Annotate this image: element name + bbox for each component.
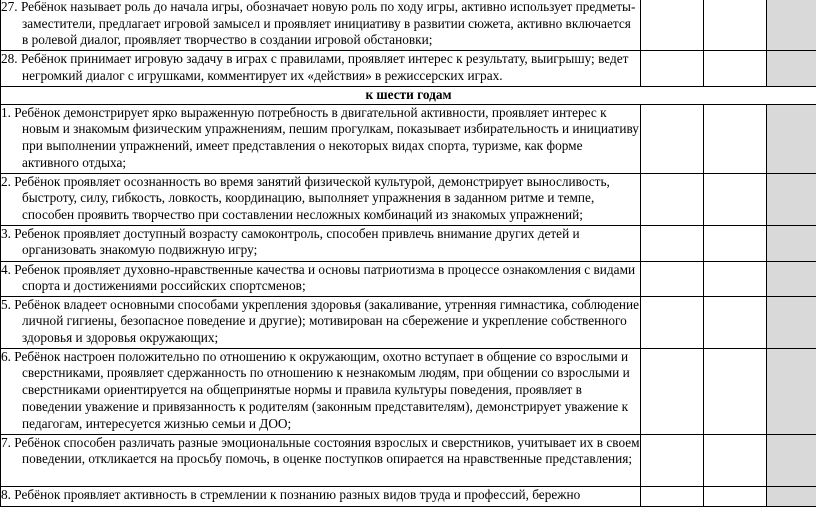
criterion-text: 5. Ребёнок владеет основными способами укрепления здоровья (закаливание, утренняя гимнастика, соблюдение личной гигиены, безопасное поведение и другие); мотивирован на сбережение и укрепление собственного здоровья и здоровья окружающих;	[1, 296, 640, 346]
criterion-text: 1. Ребёнок демонстрирует ярко выраженную потребность в двигательной активности, проявляет интерес к новым и знакомым физическим упражнениям, пешим прогулкам, показывает избирательность и инициативу при выполнении упражнений, имеет представления о некоторых видах спорта, туризме, как форме активного отдыха;	[1, 104, 639, 170]
table-row	[1, 434, 816, 486]
mark-cell[interactable]	[704, 434, 767, 486]
mark-cell[interactable]	[641, 296, 704, 348]
criterion-cell	[1, 51, 641, 87]
mark-cell-shaded[interactable]	[767, 486, 816, 506]
criterion-cell	[1, 486, 641, 506]
mark-cell[interactable]	[641, 348, 704, 434]
criterion-text: 4. Ребенок проявляет духовно-нравственные качества и основы патриотизма в процессе ознакомления с видами спорта и достижениями российских спортсменов;	[1, 261, 636, 294]
mark-cell[interactable]	[704, 225, 767, 261]
table-row	[1, 225, 816, 261]
mark-cell[interactable]	[704, 104, 767, 173]
mark-cell[interactable]	[641, 486, 704, 506]
table-row	[1, 51, 816, 87]
mark-cell-shaded[interactable]	[767, 0, 816, 51]
mark-cell-shaded[interactable]	[767, 173, 816, 225]
table-row	[1, 486, 816, 506]
mark-cell[interactable]	[704, 486, 767, 506]
mark-cell[interactable]	[704, 0, 767, 51]
table-row	[1, 173, 816, 225]
mark-cell-shaded[interactable]	[767, 296, 816, 348]
criterion-text: 27. Ребёнок называет роль до начала игры, обозначает новую роль по ходу игры, активно использует предметы-заместители, предлагает игровой замысел и проявляет инициативу в развитии сюжета, активно включается в ролевой диалог, проявляет творчество в создании игровой обстановки;	[1, 0, 636, 48]
criterion-cell	[1, 225, 641, 261]
section-heading: к шести годам	[1, 87, 816, 105]
mark-cell[interactable]	[704, 348, 767, 434]
mark-cell[interactable]	[641, 51, 704, 87]
mark-cell[interactable]	[641, 434, 704, 486]
mark-cell[interactable]	[704, 173, 767, 225]
criterion-text: 3. Ребенок проявляет доступный возрасту самоконтроль, способен привлечь внимание других детей и организовать знакомую подвижную игру;	[1, 225, 580, 258]
mark-cell-shaded[interactable]	[767, 104, 816, 173]
criterion-text: 6. Ребёнок настроен положительно по отношению к окружающим, охотно вступает в общение со взрослыми и сверстниками, проявляет сдержанность по отношению к незнакомым людям, при общении со взрослыми и сверстниками ориентируется на общепринятые нормы и правила культуры поведения, проявляет в поведении уважение и привязанность к родителям (законным представителям), демонстрирует уважение к педагогам, интересуется жизнью семьи и ДОО;	[1, 348, 630, 431]
criterion-cell	[1, 348, 641, 434]
mark-cell[interactable]	[704, 51, 767, 87]
mark-cell[interactable]	[641, 0, 704, 51]
table-row	[1, 0, 816, 51]
criterion-cell	[1, 434, 641, 486]
mark-cell[interactable]	[704, 296, 767, 348]
mark-cell-shaded[interactable]	[767, 51, 816, 87]
mark-cell-shaded[interactable]	[767, 434, 816, 486]
table-row	[1, 296, 816, 348]
table-row	[1, 104, 816, 173]
mark-cell-shaded[interactable]	[767, 225, 816, 261]
mark-cell[interactable]	[641, 104, 704, 173]
mark-cell[interactable]	[704, 261, 767, 296]
mark-cell-shaded[interactable]	[767, 348, 816, 434]
criterion-text: 7. Ребёнок способен различать разные эмоциональные состояния взрослых и сверстников, учитывает их в своем поведении, откликается на просьбу помочь, в оценке поступков опирается на нравственные представления;	[1, 434, 640, 467]
criterion-text: 2. Ребёнок проявляет осознанность во время занятий физической культурой, демонстрирует выносливость, быстроту, силу, гибкость, ловкость, координацию, выполняет упражнения в заданном ритме и темпе, способен проявить творчество при составлении несложных комбинаций из знакомых упражнений;	[1, 173, 610, 223]
criterion-cell	[1, 261, 641, 296]
table-row	[1, 261, 816, 296]
criterion-cell	[1, 0, 641, 51]
table-row	[1, 348, 816, 434]
section-header-row	[1, 87, 816, 105]
mark-cell-shaded[interactable]	[767, 261, 816, 296]
mark-cell[interactable]	[641, 261, 704, 296]
criterion-cell	[1, 104, 641, 173]
criterion-cell	[1, 173, 641, 225]
criterion-text: 8. Ребёнок проявляет активность в стремлении к познанию разных видов труда и профессий, бережно	[1, 486, 581, 502]
mark-cell[interactable]	[641, 173, 704, 225]
criterion-cell	[1, 296, 641, 348]
criterion-text: 28. Ребёнок принимает игровую задачу в играх с правилами, проявляет интерес к результату, выигрышу; ведет негромкий диалог с игрушками, комментирует их «действия» в режиссерских играх.	[1, 51, 629, 83]
mark-cell[interactable]	[641, 225, 704, 261]
